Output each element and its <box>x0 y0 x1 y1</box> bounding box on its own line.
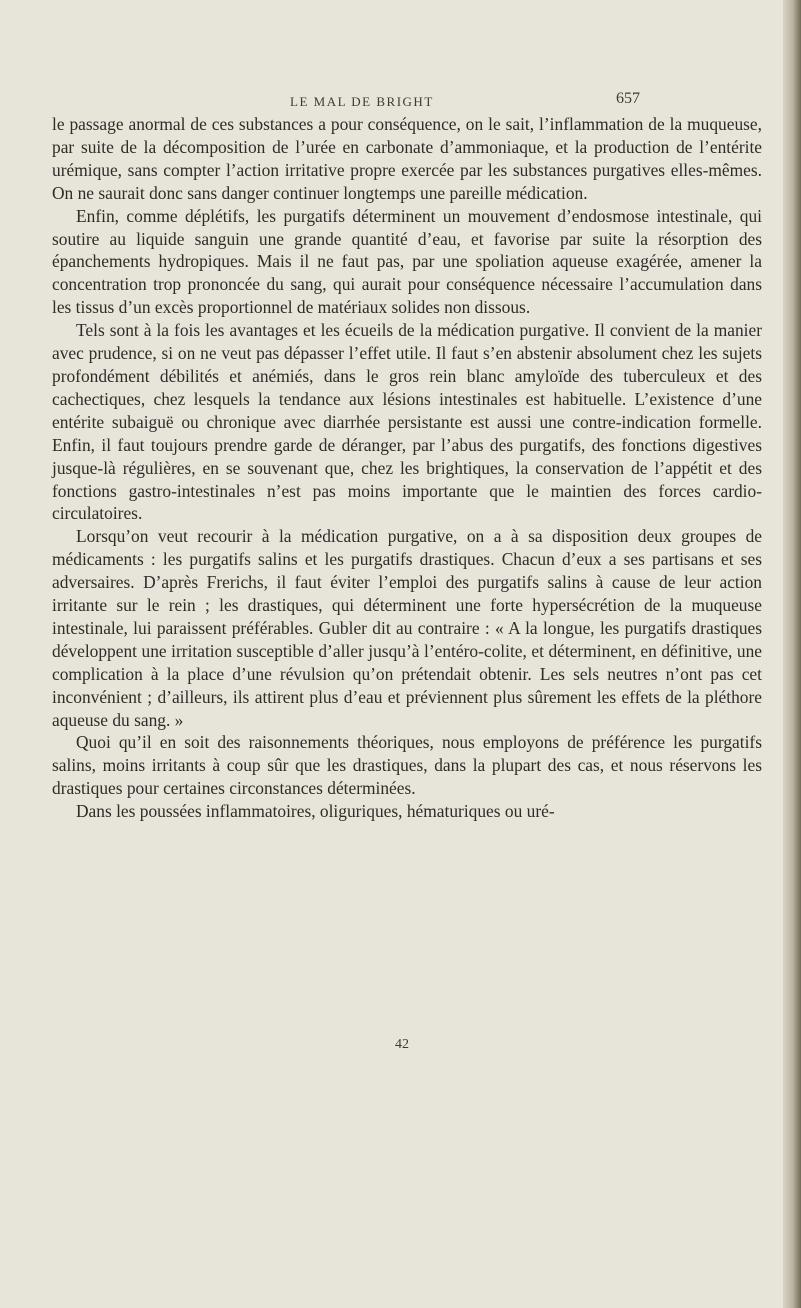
body-text <box>52 113 762 823</box>
paragraph: le passage anormal de ces substances a pour conséquence, on le sait, l’inflammation de la muqueuse, par suite de la décomposition de l’urée en carbonate d’ammoniaque, et la production de l’entérite urémique, sans compter l’action irritative propre exercée par les substances purgatives elles-mêmes. On ne saurait donc sans danger continuer longtemps une pareille médication. <box>52 114 762 203</box>
paragraph: Dans les poussées inflammatoires, oliguriques, hématuriques ou uré- <box>76 801 555 822</box>
signature-mark: 42 <box>395 1037 409 1052</box>
paragraph: Lorsqu’on veut recourir à la médication purgative, on a à sa disposition deux groupes de médicaments : les purgatifs salins et les purgatifs drastiques. Chacun d’eux a ses partisans et ses adversaires. D’après Frerichs, il faut éviter l’emploi des purgatifs salins à cause de leur action irritante sur le rein ; les drastiques, qui déterminent une forte hypersécrétion de la muqueuse intestinale, lui paraissent préférables. Gubler dit au contraire : « A la longue, les purgatifs drastiques développent une irritation susceptible d’aller jusqu’à l’entéro-colite, et déterminent, en définitive, une complication à la place d’une révulsion qu’on prétendait obtenir. Les sels neutres n’ont pas cet inconvénient ; d’ailleurs, ils attirent plus d’eau et préviennent plus sûrement les effets de la pléthore aqueuse du sang. » <box>52 526 762 730</box>
running-head: LE MAL DE BRIGHT <box>290 94 434 109</box>
binding-edge <box>783 0 801 1308</box>
page-number: 657 <box>616 90 640 107</box>
paragraph: Enfin, comme déplétifs, les purgatifs déterminent un mouvement d’endosmose intestinale, qui soutire au liquide sanguin une grande quantité d’eau, et favorise par suite la résorption des épanchements hydropiques. Mais il ne faut pas, par une spoliation aqueuse exagérée, amener la concentration trop prononcée du sang, qui aurait pour conséquence nécessaire l’accumulation dans les tissus d’un excès proportionnel de matériaux solides non dissous. <box>52 205 762 318</box>
paragraph: Tels sont à la fois les avantages et les écueils de la médication purgative. Il convient de la manier avec prudence, si on ne veut pas dépasser l’effet utile. Il faut s’en abstenir absolument chez les sujets profondément débilités et anémiés, dans le gros rein blanc amyloïde des tuberculeux et des cachectiques, chez lesquels la tendance aux lésions intestinales est habituelle. L’existence d’une entérite subaiguë ou chronique avec diarrhée persistante est aussi une contre-indication formelle. Enfin, il faut toujours prendre garde de déranger, par l’abus des purgatifs, des fonctions digestives jusque-là régulières, en se souvenant que, chez les brightiques, la conservation de l’appétit et des fonctions gastro-intestinales n’est pas moins importante que le maintien des forces cardio-circulatoires. <box>52 320 762 524</box>
paragraph: Quoi qu’il en soit des raisonnements théoriques, nous employons de préférence les purgatifs salins, moins irritants à coup sûr que les drastiques, dans la plupart des cas, et nous réservons les drastiques pour certaines circonstances déterminées. <box>52 732 762 799</box>
